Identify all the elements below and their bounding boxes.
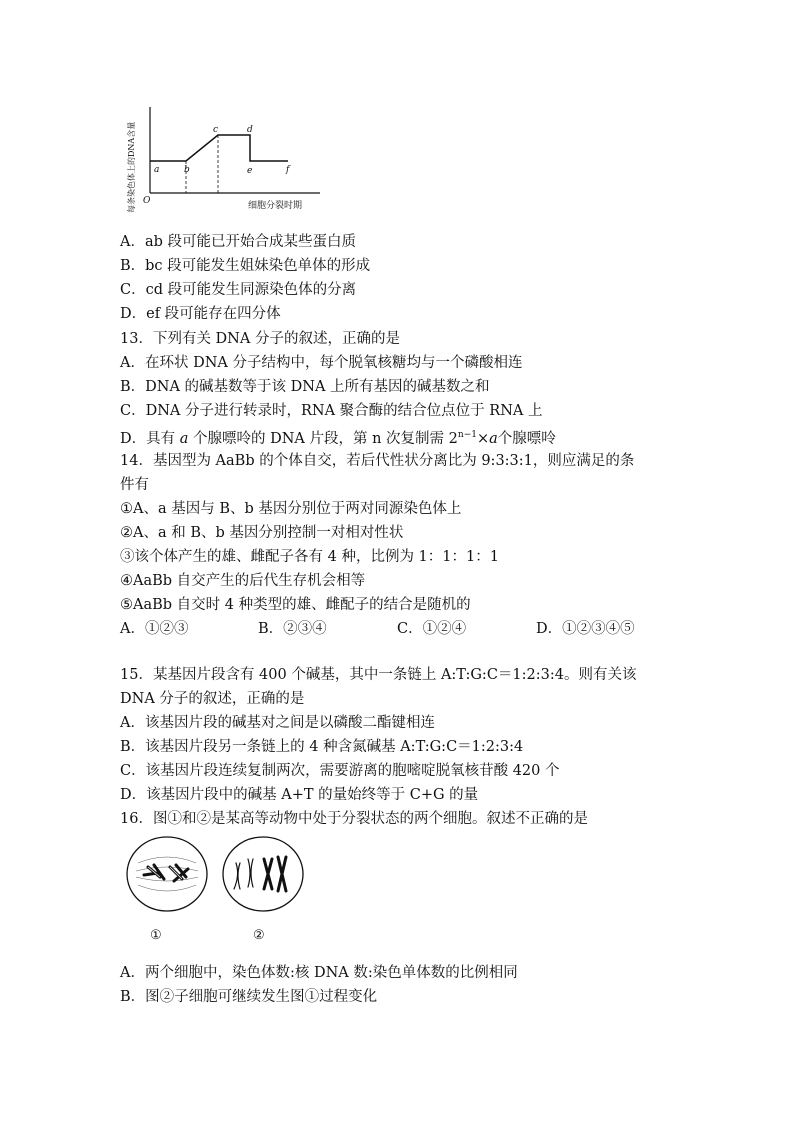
q14-choice-c: C．①②④ (397, 621, 467, 637)
point-f: f (286, 165, 290, 175)
q14-item-2: ②A、a 和 B、b 基因分别控制一对相对性状 (120, 525, 404, 541)
q15-stem-line1: 15．某基因片段含有 400 个碱基，其中一条链上 A:T:G:C＝1:2:3:4。则有关该 (120, 667, 637, 683)
q12-option-a: A．ab 段可能已开始合成某些蛋白质 (120, 234, 357, 250)
q13-option-b: B．DNA 的碱基数等于该 DNA 上所有基因的碱基数之和 (120, 379, 490, 395)
q13-stem: 13．下列有关 DNA 分子的叙述，正确的是 (120, 331, 400, 347)
cell-1-label: ① (150, 928, 162, 943)
q15-option-c: C．该基因片段连续复制两次，需要游离的胞嘧啶脱氧核苷酸 420 个 (120, 763, 560, 779)
point-a: a (154, 165, 160, 175)
point-b: b (184, 165, 190, 175)
cell-2-figure (220, 833, 306, 915)
y-axis-label: 每条染色体上的DNA含量 (127, 121, 136, 213)
q16-option-a: A．两个细胞中，染色体数:核 DNA 数:染色单体数的比例相同 (120, 965, 518, 981)
q13-option-a: A．在环状 DNA 分子结构中，每个脱氧核糖均与一个磷酸相连 (120, 355, 523, 371)
q12-option-b: B．bc 段可能发生姐妹染色单体的形成 (120, 258, 371, 274)
point-e: e (247, 166, 253, 176)
cell-1-figure (124, 833, 210, 915)
point-d: d (247, 125, 253, 135)
q15-option-a: A．该基因片段的碱基对之间是以磷酸二酯键相连 (120, 715, 435, 731)
q12-option-d: D．ef 段可能存在四分体 (120, 306, 281, 322)
x-axis-label: 细胞分裂时期 (248, 201, 303, 211)
q16-stem: 16．图①和②是某高等动物中处于分裂状态的两个细胞。叙述不正确的是 (120, 811, 588, 827)
q14-item-4: ④AaBb 自交产生的后代生存机会相等 (120, 573, 366, 589)
q14-item-1: ①A、a 基因与 B、b 基因分别位于两对同源染色体上 (120, 501, 462, 517)
q14-stem-line2: 件有 (120, 477, 149, 493)
q15-stem-line2: DNA 分子的叙述，正确的是 (120, 691, 305, 707)
point-c: c (213, 125, 219, 135)
q12-option-c: C．cd 段可能发生同源染色体的分离 (120, 282, 357, 298)
q14-stem-line1: 14．基因型为 AaBb 的个体自交，若后代性状分离比为 9:3:3:1，则应满足的条 (120, 453, 635, 469)
q14-choice-a: A．①②③ (120, 621, 189, 637)
q14-item-3: ③该个体产生的雄、雌配子各有 4 种，比例为 1：1：1：1 (120, 549, 499, 565)
q13-option-c: C．DNA 分子进行转录时，RNA 聚合酶的结合位点位于 RNA 上 (120, 403, 543, 419)
dna-curve (150, 135, 288, 161)
q14-item-5: ⑤AaBb 自交时 4 种类型的雄、雌配子的结合是随机的 (120, 597, 471, 613)
q14-choice-b: B．②③④ (258, 621, 327, 637)
q13-option-d: D．具有 a 个腺嘌呤的 DNA 片段，第 n 次复制需 $2^{n-1}\times a$个腺嘌呤 (120, 430, 556, 447)
q15-option-d: D．该基因片段中的碱基 A+T 的量始终等于 C+G 的量 (120, 787, 479, 803)
q15-option-b: B．该基因片段另一条链上的 4 种含氮碱基 A:T:G:C＝1:2:3:4 (120, 739, 524, 755)
origin-label: O (143, 196, 151, 206)
q14-choice-d: D．①②③④⑤ (536, 621, 635, 637)
dna-content-graph (120, 95, 330, 220)
q16-option-b: B．图②子细胞可继续发生图①过程变化 (120, 989, 378, 1005)
cell-2-label: ② (253, 928, 265, 943)
